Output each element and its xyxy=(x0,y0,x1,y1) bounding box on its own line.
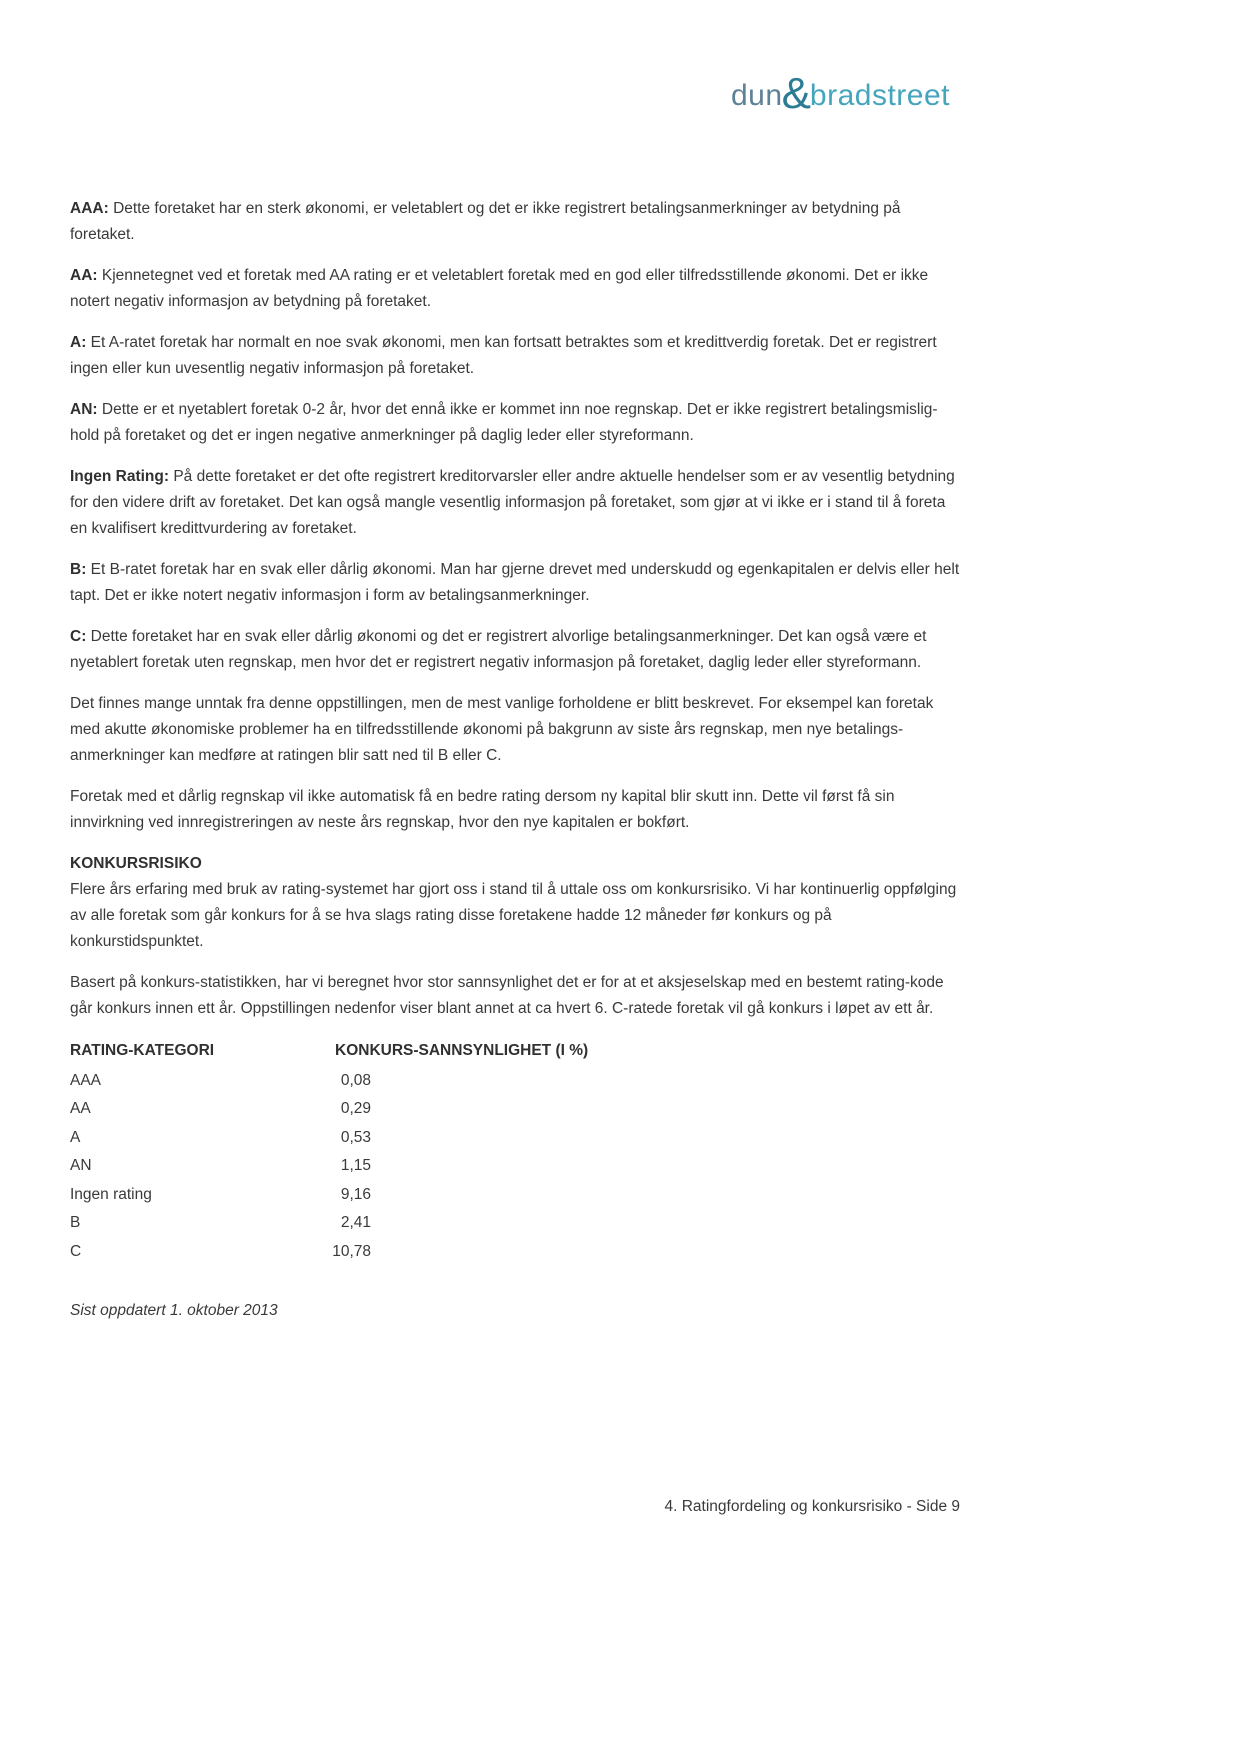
logo-ampersand-icon: & xyxy=(781,69,811,118)
rating-definition-text: Dette er et nyetablert foretak 0-2 år, hvor det ennå ikke er kommet inn noe regnskap. Det er ikke registrert betalingsmislig- hold på foretaket og det er ingen negative anmerkninger på daglig leder eller styreformann. xyxy=(70,401,938,444)
rating-definition-paragraph xyxy=(70,624,960,676)
rating-category-cell: AN xyxy=(70,1157,92,1174)
table-body xyxy=(70,1067,960,1267)
logo-word-dun: dun xyxy=(731,79,783,112)
konkursrisiko-paragraph: Flere års erfaring med bruk av rating-systemet har gjort oss i stand til å uttale oss om konkursrisiko. Vi har kontinuerlig oppfølging av alle foretak som går konkurs for å se hva slags rating disse foretakene hadde 12 måneder før konkurs og på konkurstidspunktet. xyxy=(70,881,957,950)
rating-category-cell: AA xyxy=(70,1100,91,1117)
rating-definition-text: Et A-ratet foretak har normalt en noe svak økonomi, men kan fortsatt betraktes som et kredittverdig foretak. Det er registrert ingen eller kun uvesentlig negativ informasjon på foretaket. xyxy=(70,334,937,377)
rating-category-cell: Ingen rating xyxy=(70,1185,152,1203)
table-row xyxy=(70,1152,960,1181)
table-header-probability: KONKURS-SANNSYNLIGHET (I %) xyxy=(335,1042,589,1059)
page-content xyxy=(70,196,960,1324)
rating-code-label: AA: xyxy=(70,267,98,284)
rating-category-cell: AAA xyxy=(70,1071,102,1089)
rating-category-cell: C xyxy=(70,1242,82,1260)
table-header-category: RATING-KATEGORI xyxy=(70,1042,215,1059)
rating-code-label: AN: xyxy=(70,401,98,418)
rating-definition-paragraph xyxy=(70,330,960,382)
rating-category-cell: B xyxy=(70,1214,81,1231)
probability-value-cell: 9,16 xyxy=(340,1185,371,1203)
rating-definition-text: Dette foretaket har en svak eller dårlig økonomi og det er registrert alvorlige betalingsanmerkninger. Det kan også være et nyetablert foretak uten regnskap, men hvor det er registrert negativ informasjon på foretaket, daglig leder eller styreformann. xyxy=(70,628,927,671)
rating-code-label: AAA: xyxy=(70,200,109,217)
rating-definition-paragraph xyxy=(70,263,960,315)
probability-value-cell: 1,15 xyxy=(340,1157,371,1174)
rating-code-label: C: xyxy=(70,628,87,645)
rating-probability-table xyxy=(70,1037,960,1266)
rating-definition-text: Foretak med et dårlig regnskap vil ikke automatisk få en bedre rating dersom ny kapital blir skutt inn. Dette vil først få sin innvirkning ved innregistreringen av neste års regnskap, hvor den nye kapitalen er bokført. xyxy=(70,788,895,831)
rating-definition-paragraph xyxy=(70,464,960,542)
table-row xyxy=(70,1181,960,1210)
rating-definitions-section xyxy=(70,196,960,836)
table-header-row xyxy=(70,1037,960,1066)
rating-definition-text: Dette foretaket har en sterk økonomi, er veletablert og det er ikke registrert betalingsanmerkninger av betydning på foretaket. xyxy=(70,200,901,243)
rating-definition-text: Det finnes mange unntak fra denne oppstillingen, men de mest vanlige forholdene er blitt beskrevet. For eksempel kan foretak med akutte økonomiske problemer ha en tilfredsstillende økonomi på bakgrunn av siste års regnskap, men nye betalings- anmerkninger kan medføre at ratingen blir satt ned til B eller C. xyxy=(70,695,934,764)
probability-value-cell: 0,29 xyxy=(340,1100,371,1117)
rating-code-label: B: xyxy=(70,561,87,578)
table-row xyxy=(70,1095,960,1124)
logo-word-bradstreet: bradstreet xyxy=(809,79,950,112)
rating-definition-text: Et B-ratet foretak har en svak eller dårlig økonomi. Man har gjerne drevet med underskudd og egenkapitalen er delvis eller helt tapt. Det er ikke notert negativ informasjon i form av betalingsanmerkninger. xyxy=(70,561,960,604)
rating-category-cell: A xyxy=(70,1128,81,1146)
table-row xyxy=(70,1124,960,1153)
rating-definition-paragraph xyxy=(70,691,960,769)
rating-definition-paragraph xyxy=(70,397,960,449)
probability-value-cell: 10,78 xyxy=(332,1242,371,1260)
rating-definition-paragraph xyxy=(70,196,960,248)
konkursrisiko-paragraph: Basert på konkurs-statistikken, har vi beregnet hvor stor sannsynlighet det er for at et aksjeselskap med en bestemt rating-kode går konkurs innen ett år. Oppstillingen nedenfor viser blant annet at ca hvert 6. C-ratede foretak vil gå konkurs i løpet av ett år. xyxy=(70,974,944,1017)
table-row xyxy=(70,1209,960,1238)
rating-code-label: Ingen Rating: xyxy=(70,468,170,485)
rating-definition-text: På dette foretaket er det ofte registrert kreditorvarsler eller andre aktuelle hendelser som er av vesentlig betydning for den videre drift av foretaket. Det kan også mangle vesentlig informasjon på foretaket, som gjør at vi ikke er i stand til å foreta en kvalifisert kredittvurdering av foretaket. xyxy=(70,468,955,537)
rating-definition-paragraph xyxy=(70,557,960,609)
konkursrisiko-heading: KONKURSRISIKO xyxy=(70,855,202,872)
rating-definition-paragraph xyxy=(70,784,960,836)
table-row xyxy=(70,1067,960,1096)
last-updated-note: Sist oppdatert 1. oktober 2013 xyxy=(70,1302,278,1319)
table-row xyxy=(70,1238,960,1267)
probability-value-cell: 2,41 xyxy=(340,1214,371,1231)
probability-value-cell: 0,08 xyxy=(340,1071,371,1089)
page-footer: 4. Ratingfordeling og konkursrisiko - Side 9 xyxy=(664,1498,960,1515)
dun-and-bradstreet-logo xyxy=(731,70,950,122)
probability-value-cell: 0,53 xyxy=(340,1128,371,1146)
rating-code-label: A: xyxy=(70,334,87,351)
rating-definition-text: Kjennetegnet ved et foretak med AA rating er et veletablert foretak med en god eller tilfredsstillende økonomi. Det er ikke notert negativ informasjon av betydning på foretaket. xyxy=(70,267,929,310)
